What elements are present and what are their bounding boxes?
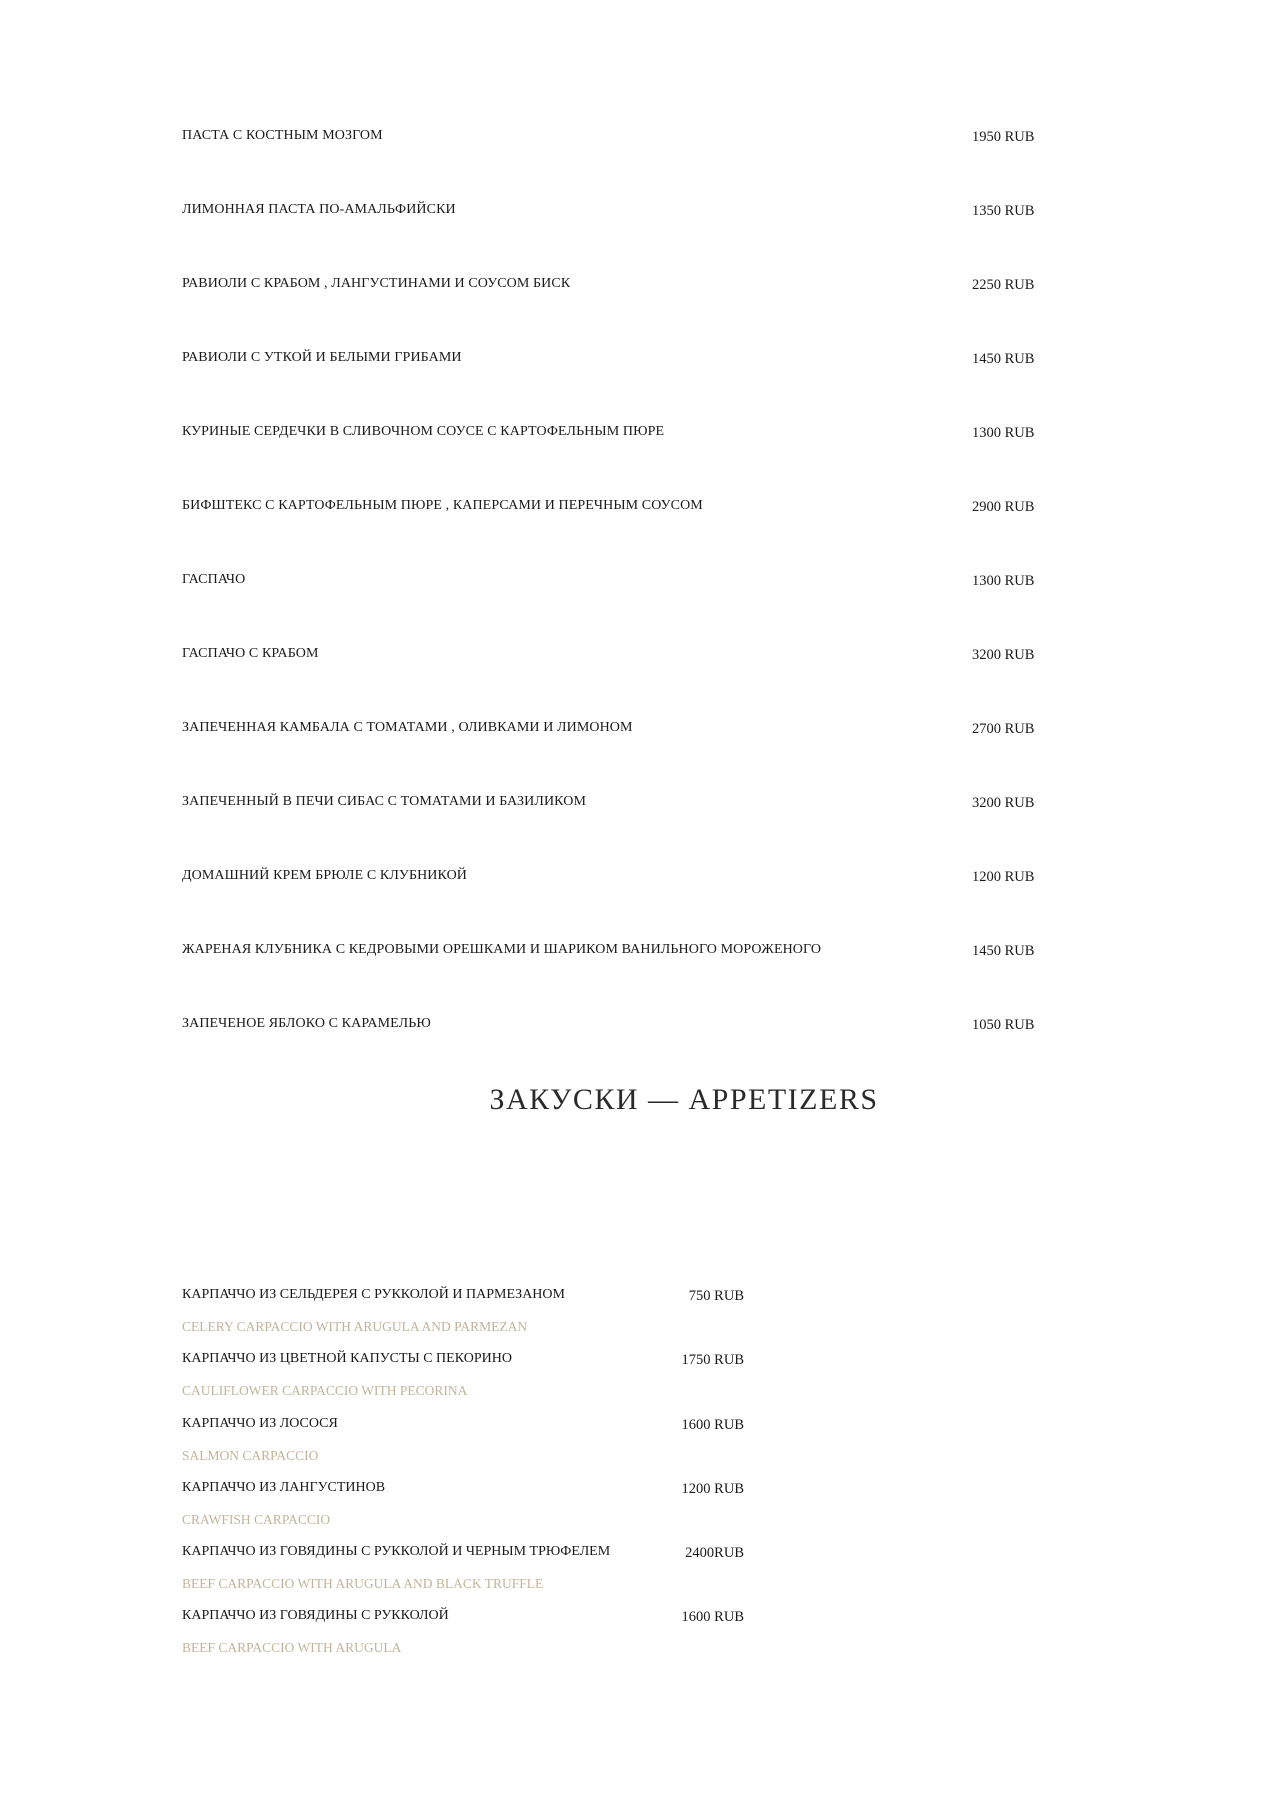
dish-price: 3200 RUB	[972, 647, 1035, 663]
appetizer-price: 1200 RUB	[681, 1480, 744, 1497]
list-item	[182, 1347, 782, 1411]
dish-price: 1050 RUB	[972, 1017, 1035, 1033]
list-item	[182, 1010, 1037, 1084]
appetizer-name-ru: КАРПАЧЧО ИЗ ЛАНГУСТИНОВ	[182, 1479, 386, 1495]
dish-name: ЗАПЕЧЕНОЕ ЯБЛОКО С КАРАМЕЛЬЮ	[182, 1016, 431, 1031]
dish-price: 1300 RUB	[972, 573, 1035, 589]
appetizer-price: 1600 RUB	[681, 1609, 744, 1626]
appetizer-name-en: CELERY CARPACCIO WITH ARUGULA AND PARMEZAN	[182, 1319, 528, 1334]
appetizer-name-ru: КАРПАЧЧО ИЗ ЛОСОСЯ	[182, 1415, 338, 1431]
list-item	[182, 566, 1037, 640]
appetizer-name-ru: КАРПАЧЧО ИЗ ГОВЯДИНЫ С РУККОЛОЙ	[182, 1608, 449, 1624]
dish-name: ЗАПЕЧЕННЫЙ В ПЕЧИ СИБАС С ТОМАТАМИ И БАЗИЛИКОМ	[182, 794, 587, 809]
appetizers-list	[182, 1283, 782, 1669]
dish-price: 1350 RUB	[972, 203, 1035, 219]
dish-name: РАВИОЛИ С КРАБОМ , ЛАНГУСТИНАМИ И СОУСОМ БИСК	[182, 276, 571, 291]
appetizer-price: 1750 RUB	[681, 1352, 744, 1369]
appetizer-name-en: BEEF CARPACCIO WITH ARUGULA	[182, 1640, 402, 1656]
list-item	[182, 270, 1037, 344]
dish-name: ГАСПАЧО	[182, 572, 246, 587]
appetizer-name-en: CRAWFISH CARPACCIO	[182, 1511, 331, 1527]
dish-price: 1300 RUB	[972, 425, 1035, 441]
list-item	[182, 788, 1037, 862]
dish-price: 1450 RUB	[972, 351, 1035, 367]
appetizer-name-ru: КАРПАЧЧО ИЗ СЕЛЬДЕРЕЯ С РУККОЛОЙ И ПАРМЕЗАНОМ	[182, 1287, 565, 1302]
list-item	[182, 344, 1037, 418]
list-item	[182, 936, 1037, 1010]
list-item	[182, 640, 1037, 714]
list-item	[182, 1412, 782, 1476]
dish-name: ЛИМОННАЯ ПАСТА ПО-АМАЛЬФИЙСКИ	[182, 202, 456, 217]
list-item	[182, 714, 1037, 788]
dish-name: ЗАПЕЧЕННАЯ КАМБАЛА С ТОМАТАМИ , ОЛИВКАМИ И ЛИМОНОМ	[182, 720, 633, 735]
list-item	[182, 1476, 782, 1540]
dish-name: ГАСПАЧО С КРАБОМ	[182, 646, 319, 661]
appetizer-price: 1600 RUB	[681, 1416, 744, 1433]
list-item	[182, 1540, 782, 1604]
list-item	[182, 122, 1037, 196]
list-item	[182, 1283, 782, 1347]
appetizer-price: 750 RUB	[688, 1288, 744, 1304]
dish-price: 3200 RUB	[972, 795, 1035, 811]
dish-price: 2900 RUB	[972, 499, 1035, 515]
appetizer-name-en: CAULIFLOWER CARPACCIO WITH PECORINA	[182, 1383, 468, 1399]
dish-name: КУРИНЫЕ СЕРДЕЧКИ В СЛИВОЧНОМ СОУСЕ С КАРТОФЕЛЬНЫМ ПЮРЕ	[182, 424, 665, 439]
list-item	[182, 196, 1037, 270]
appetizer-name-ru: КАРПАЧЧО ИЗ ГОВЯДИНЫ С РУККОЛОЙ И ЧЕРНЫМ ТРЮФЕЛЕМ	[182, 1544, 611, 1560]
appetizer-price: 2400RUB	[685, 1545, 744, 1562]
dish-name: РАВИОЛИ С УТКОЙ И БЕЛЫМИ ГРИБАМИ	[182, 350, 462, 365]
dish-price: 2250 RUB	[972, 277, 1035, 293]
appetizer-name-ru: КАРПАЧЧО ИЗ ЦВЕТНОЙ КАПУСТЫ С ПЕКОРИНО	[182, 1351, 512, 1367]
list-item	[182, 418, 1037, 492]
main-dishes-list	[182, 122, 1037, 1084]
appetizer-name-en: SALMON CARPACCIO	[182, 1447, 319, 1463]
dish-name: БИФШТЕКС С КАРТОФЕЛЬНЫМ ПЮРЕ , КАПЕРСАМИ И ПЕРЕЧНЫМ СОУСОМ	[182, 498, 703, 513]
dish-price: 1450 RUB	[972, 943, 1035, 959]
dish-name: ПАСТА С КОСТНЫМ МОЗГОМ	[182, 128, 383, 143]
dish-name: ЖАРЕНАЯ КЛУБНИКА С КЕДРОВЫМИ ОРЕШКАМИ И ШАРИКОМ ВАНИЛЬНОГО МОРОЖЕНОГО	[182, 942, 822, 957]
appetizer-name-en: BEEF CARPACCIO WITH ARUGULA AND BLACK TRUFFLE	[182, 1576, 544, 1592]
dish-name: ДОМАШНИЙ КРЕМ БРЮЛЕ С КЛУБНИКОЙ	[182, 868, 468, 883]
dish-price: 1950 RUB	[972, 129, 1035, 145]
list-item	[182, 492, 1037, 566]
dish-price: 1200 RUB	[972, 869, 1035, 885]
section-title: ЗАКУСКИ — APPETIZERS	[489, 1083, 879, 1116]
list-item	[182, 862, 1037, 936]
dish-price: 2700 RUB	[972, 721, 1035, 737]
list-item	[182, 1604, 782, 1668]
